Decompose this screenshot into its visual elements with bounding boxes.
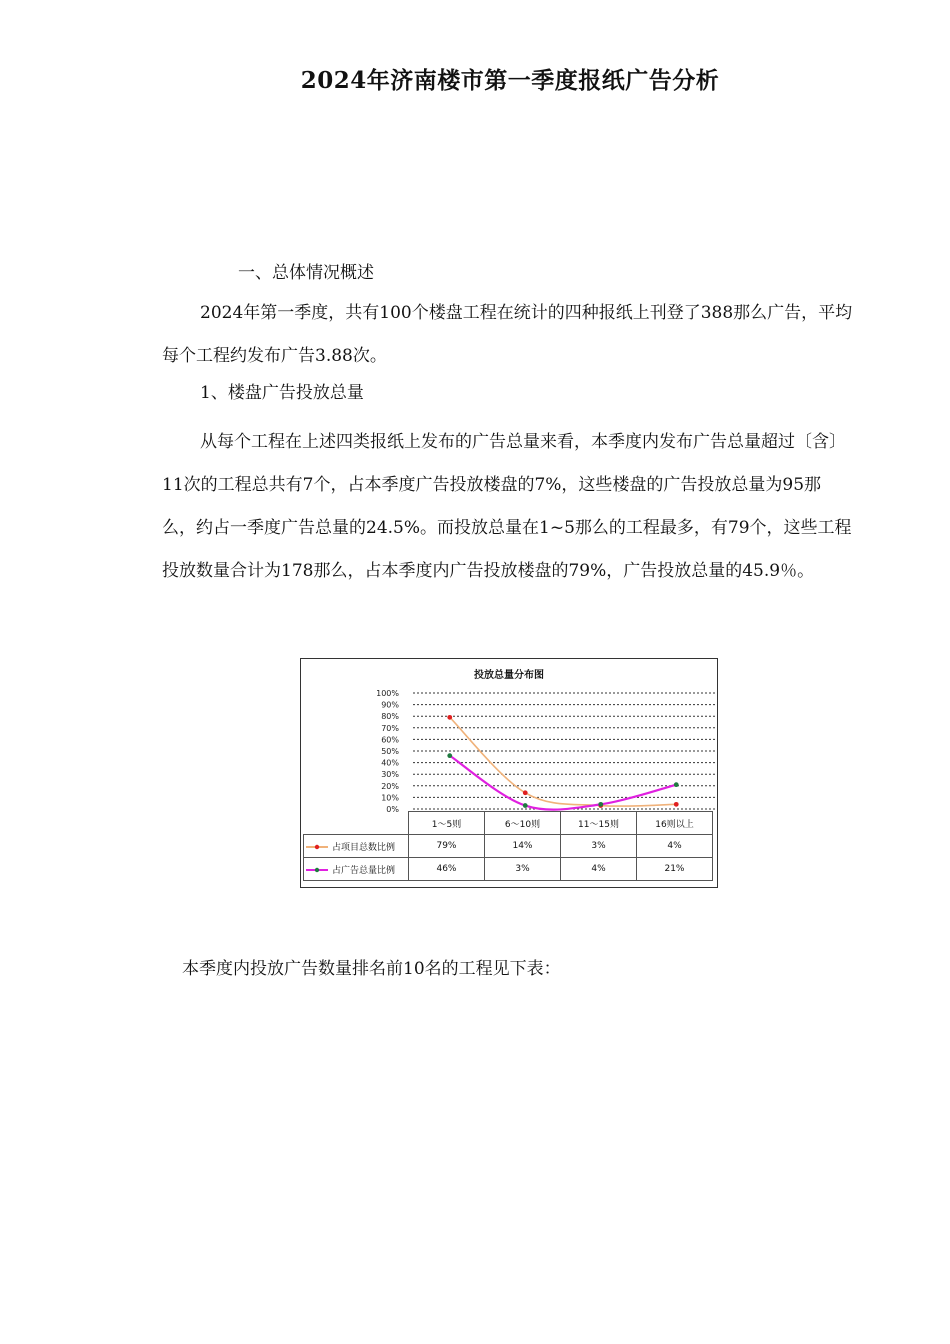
table-row xyxy=(304,858,713,881)
table-header-row xyxy=(304,812,713,835)
data-point xyxy=(523,803,528,808)
y-tick-label: 0% xyxy=(386,805,399,814)
data-cell: 4% xyxy=(561,858,637,881)
y-tick-label: 20% xyxy=(381,781,399,791)
legend-line-magenta-icon xyxy=(306,866,328,874)
legend-line-orange-icon xyxy=(306,843,328,851)
category-label: 1～5则 xyxy=(409,812,485,835)
y-tick-label: 90% xyxy=(381,700,399,710)
legend-entry xyxy=(304,858,409,881)
series-line xyxy=(450,717,677,806)
table-row xyxy=(304,835,713,858)
data-cell: 4% xyxy=(637,835,713,858)
y-tick-label: 60% xyxy=(381,735,399,745)
document-title: 2024年济南楼市第一季度报纸广告分析 xyxy=(300,67,720,94)
subheading-ad-volume: 1、楼盘广告投放总量 xyxy=(200,383,364,403)
data-point xyxy=(674,802,679,807)
data-cell: 3% xyxy=(561,835,637,858)
data-cell: 46% xyxy=(409,858,485,881)
series-line xyxy=(450,756,677,810)
y-tick-label: 100% xyxy=(376,689,399,698)
y-tick-label: 40% xyxy=(381,758,399,768)
data-point xyxy=(447,715,452,720)
data-point xyxy=(523,790,528,795)
legend-label: 占广告总量比例 xyxy=(332,865,396,876)
data-point xyxy=(447,753,452,758)
data-point xyxy=(674,782,679,787)
legend-entry xyxy=(304,835,409,858)
data-cell: 79% xyxy=(409,835,485,858)
legend-label: 占项目总数比例 xyxy=(332,842,396,853)
data-cell: 21% xyxy=(637,858,713,881)
category-label: 16则以上 xyxy=(637,812,713,835)
data-cell: 14% xyxy=(485,835,561,858)
paragraph-ad-volume: 从每个工程在上述四类报纸上发布的广告总量来看，本季度内发布广告总量超过〔含〕11次的工程总共有7个，占本季度广告投放楼盘的7%，这些楼盘的广告投放总量为95那么，约占一季度广告总量的24.5%。而投放总量在1~5那么的工程最多，有79个，这些工程投放数量合计为178那么，占本季度内广告投放楼盘的79%，广告投放总量的45.9％。 xyxy=(162,432,852,581)
y-tick-label: 80% xyxy=(381,712,399,722)
paragraph-top10-intro: 本季度内投放广告数量排名前10名的工程见下表： xyxy=(182,959,561,979)
y-tick-label: 70% xyxy=(381,723,399,733)
y-tick-label: 30% xyxy=(381,770,399,780)
data-point xyxy=(598,802,603,807)
section-heading: 一、总体情况概述 xyxy=(238,263,374,283)
paragraph-overview: 2024年第一季度，共有100个楼盘工程在统计的四种报纸上刊登了388那么广告，平均每个工程约发布广告3.88次。 xyxy=(162,303,853,366)
distribution-chart xyxy=(300,658,718,888)
table-corner xyxy=(304,812,409,835)
category-label: 11～15则 xyxy=(561,812,637,835)
y-tick-label: 50% xyxy=(381,747,399,756)
category-label: 6～10则 xyxy=(485,812,561,835)
y-tick-label: 10% xyxy=(381,793,399,803)
chart-data-table xyxy=(303,811,713,881)
data-cell: 3% xyxy=(485,858,561,881)
chart-title: 投放总量分布图 xyxy=(474,670,544,681)
